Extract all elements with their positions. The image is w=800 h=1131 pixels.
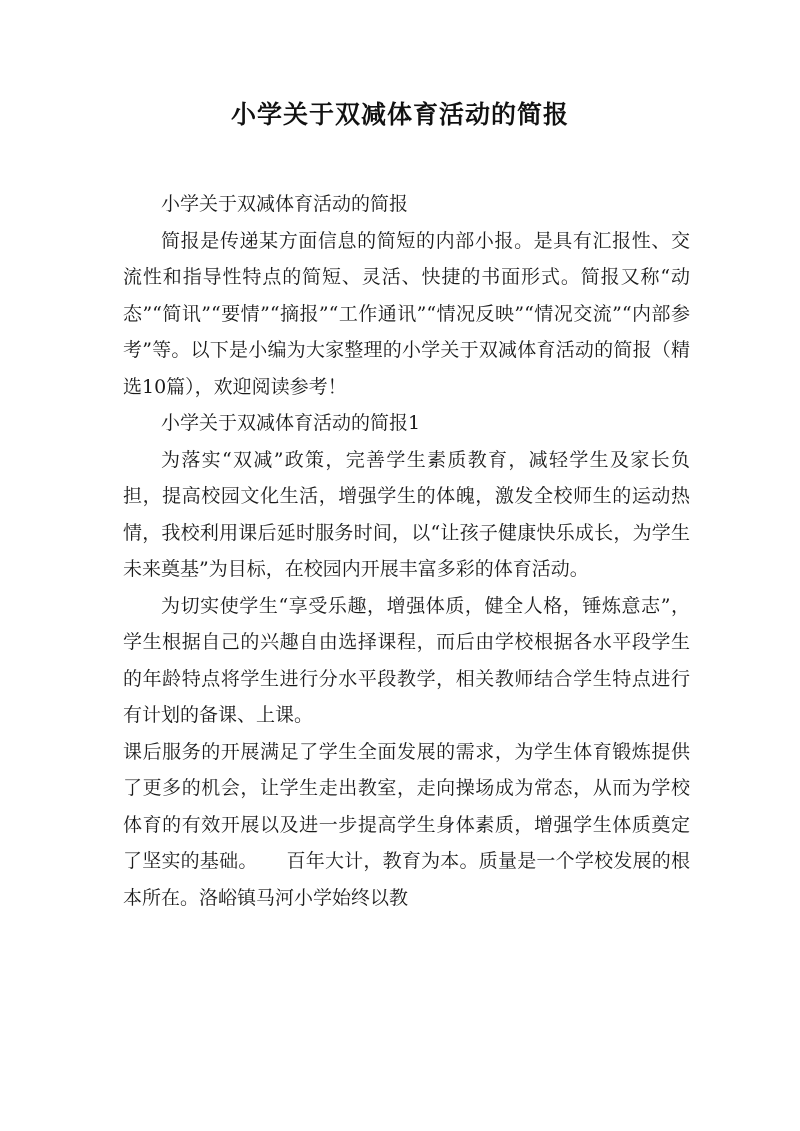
document-title: 小学关于双减体育活动的简报 bbox=[230, 100, 569, 129]
body-paragraph: 课后服务的开展满足了学生全面发展的需求，为学生体育锻炼提供了更多的机会，让学生走出教室，走向操场成为常态，从而为学校体育的有效开展以及进一步提高学生身体素质，增强学生体质奠定了坚实的基础。 百年大计，教育为本。质量是一个学校发展的根本所在。洛峪镇马河小学始终以教 bbox=[123, 740, 690, 909]
intro-paragraph: 简报是传递某方面信息的简短的内部小报。是具有汇报性、交流性和指导性特点的简短、灵活、快捷的书面形式。简报又称“动态”“简讯”“要情”“摘报”“工作通讯”“情况反映”“情况交流”“内部参考”等。以下是小编为大家整理的小学关于双减体育活动的简报（精选10篇），欢迎阅读参考！ bbox=[123, 229, 690, 398]
body-paragraph: 为落实“双减”政策，完善学生素质教育，减轻学生及家长负担，提高校园文化生活，增强学生的体魄，激发全校师生的运动热情，我校利用课后延时服务时间，以“让孩子健康快乐成长，为学生未来奠基”为目标，在校园内开展丰富多彩的体育活动。 bbox=[123, 448, 690, 580]
subtitle-paragraph: 小学关于双减体育活动的简报 bbox=[161, 193, 409, 215]
section-heading: 小学关于双减体育活动的简报1 bbox=[161, 412, 421, 434]
body-paragraph: 为切实使学生“享受乐趣，增强体质，健全人格，锤炼意志”，学生根据自己的兴趣自由选择课程，而后由学校根据各水平段学生的年龄特点将学生进行分水平段教学，相关教师结合学生特点进行有计划的备课、上课。 bbox=[123, 594, 690, 726]
document-body bbox=[123, 186, 690, 916]
